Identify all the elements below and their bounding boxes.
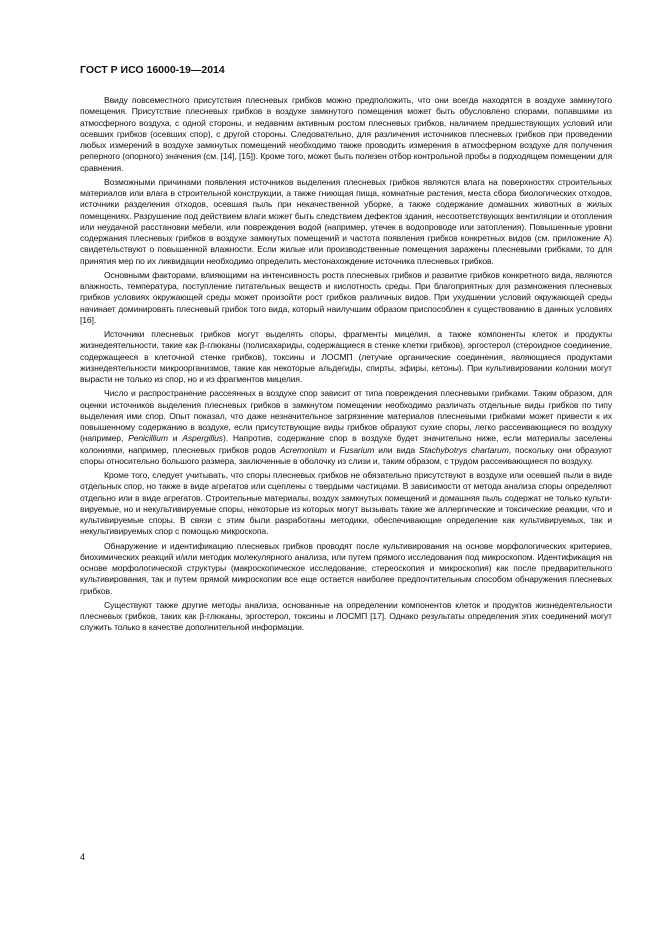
italic-term: Aspergillus <box>182 433 223 444</box>
text-run: Ввиду повсеместного присутствия плесневых грибков можно предположить, что они всегда находятся в воздухе замкнутого помещения. Присутствие плесневых грибков в воздухе замкнутого помещения может быть обусловлено спорами, попавшими из атмосферного воздуха, с одной стороны, и недавним активным ростом плесневых грибков, наличием предшествующих условий или осевших грибков (осевших спор), с другой стороны. Следовательно, для различения источников плесневых грибков при проведении любых измерений в воздухе замкнутых помещений необходимо также проводить измерения в атмосферном воздухе для получения реперного (опорного) значения (см. [14], [15]). Кроме того, может быть полезен отбор контрольной пробы в подходящем помещении для сравнения. <box>80 95 612 173</box>
italic-term: Fusarium <box>339 444 375 455</box>
paragraph <box>80 388 612 467</box>
text-run: Источники плесневых грибков могут выделять споры, фрагменты мицелия, а также компоненты клеток и продукты жизнедеятельности, такие как β-глюканы (полисахариды, содержащиеся в стенке клетки грибков), эргостерол (стероидное соединение, содержащееся в клеточной стенке грибков), токсины и ЛОСМП (летучие органические соединения, являющиеся продуктами жизнедеятельности микроорганизмов, такие как некоторые альдегиды, спирты, эфиры, кетоны). При культивировании колонии могут вырасти не только из спор, но и из фрагментов мицелия. <box>80 329 612 384</box>
text-run: ). Напротив, содержание спор в воздухе будет значительно ниже, если материалы заселены колониями, например, плесневых грибков родов <box>80 433 612 455</box>
text-run: Число и распространение рассеянных в воздухе спор зависит от типа повреждения плесневыми грибками. Таким образом, для оценки источников выделения плесневых грибков в замкнутом помещении необходимо различать отдельные виды грибков по типу выделения ими спор. Опыт показал, что даже незначительное загрязнение материалов плесневыми грибками может привести к их повышенному содержанию в воздухе, если присутствующие виды грибков образуют сухие споры, легко рассеивающиеся по воздуху (например, <box>80 388 612 444</box>
text-run: Обнаружение и идентификацию плесневых грибков проводят после культивирования на основе морфологических критериев, биохимических реакций и/или методик молекулярного анализа, или путем прямого исследования под микроскопом. Идентификация на основе морфологической структуры (макроскопическое исследование, стереоскопия и микроскопия) как после предварительного культивирования, так и путем прямой микроскопии все еще остается наиболее предпочтительным способом обнаружения плесневых грибков. <box>80 540 612 596</box>
document-body <box>80 95 612 637</box>
paragraph <box>80 177 612 267</box>
paragraph <box>80 600 612 634</box>
document-header: ГОСТ Р ИСО 16000-19—2014 <box>80 64 225 76</box>
text-run: Основными факторами, влияющими на интенсивность роста плесневых грибков и развитие грибков конкретного вида, являются влажность, температура, поступление питательных веществ и кислотность среды. При благоприятных для размножения плесневых грибков условиях окружающей среды может произойти рост грибков различных видов. При ухудшении условий окружающей среды начинает доминировать плесневый грибок того вида, который наилучшим образом приспособлен к существованию в данных условиях [16]. <box>80 269 612 325</box>
text-run: и <box>326 444 340 455</box>
paragraph <box>80 329 612 385</box>
paragraph <box>80 95 612 174</box>
italic-term: Acremonium <box>279 444 327 455</box>
text-run: и <box>167 433 183 444</box>
paragraph <box>80 470 612 538</box>
paragraph <box>80 270 612 326</box>
text-run: или вида <box>374 444 419 455</box>
italic-term: Penicillium <box>128 433 168 444</box>
text-run: Кроме того, следует учитывать, что споры плесневых грибков не обязательно присутствуют в воздухе или осевшей пыли в виде отдельных спор, но также в виде агрегатов или сцеплены с твердыми частицами. В зависимости от метода анализа споры определяют отдельно или в виде агрегатов. Строительные материалы, воздух замкнутых помещений и домашняя пыль содержат не только культивируемые, но и некультивируемые споры, некоторые из которых могут вызывать такие же аллергические и токсические реакции, что и культивируемые споры. В связи с этим были разработаны методики, обеспечивающие определение как культивируемых, так и некультивируемых спор с помощью микроскопа. <box>80 470 612 537</box>
text-run: Существуют также другие методы анализа, основанные на определении компонентов клеток и продуктов жизнедеятельности плесневых грибков, таких как β-глюканы, эргостерол, токсины и ЛОСМП [17]. Однако результаты определения этих соединений могут служить только в качестве дополнительной информации. <box>80 599 612 633</box>
text-run: , поскольку они образуют споры относительно большого размера, заключенные в оболочку из слизи и, таким образом, с трудом рассеивающиеся по воздуху. <box>80 444 612 466</box>
italic-term: Stachybotrys chartarum <box>418 444 509 455</box>
text-run: Возможными причинами появления источников выделения плесневых грибков являются влага на поверхностях строительных материалов или влага в строительной конструкции, а также гниющая пища, комнатные растения, места сбора биологических отходов, источники разделения отходов, осевшая пыль при некачественной уборке, а также содержание домашних животных в жилых помещениях. Разрушение под действием влаги может быть следствием дефектов здания, несоответствующих вентиляции и отопления или неудачной расстановки мебели, или повреждения водой (например, утечек в водопроводе или затопления). Повышенные уровни содержания плесневых грибков в воздухе замкнутых помещений и частота появления грибков конкретных видов (см. приложение А) свидетельствуют о повышенной влажности. Если жилые или производственные помещения заражены плесневыми грибками, то для принятия мер по их ликвидации необходимо определить местонахождение источника плесневых грибков. <box>80 176 612 266</box>
paragraph <box>80 541 612 597</box>
page-number: 4 <box>80 852 86 862</box>
